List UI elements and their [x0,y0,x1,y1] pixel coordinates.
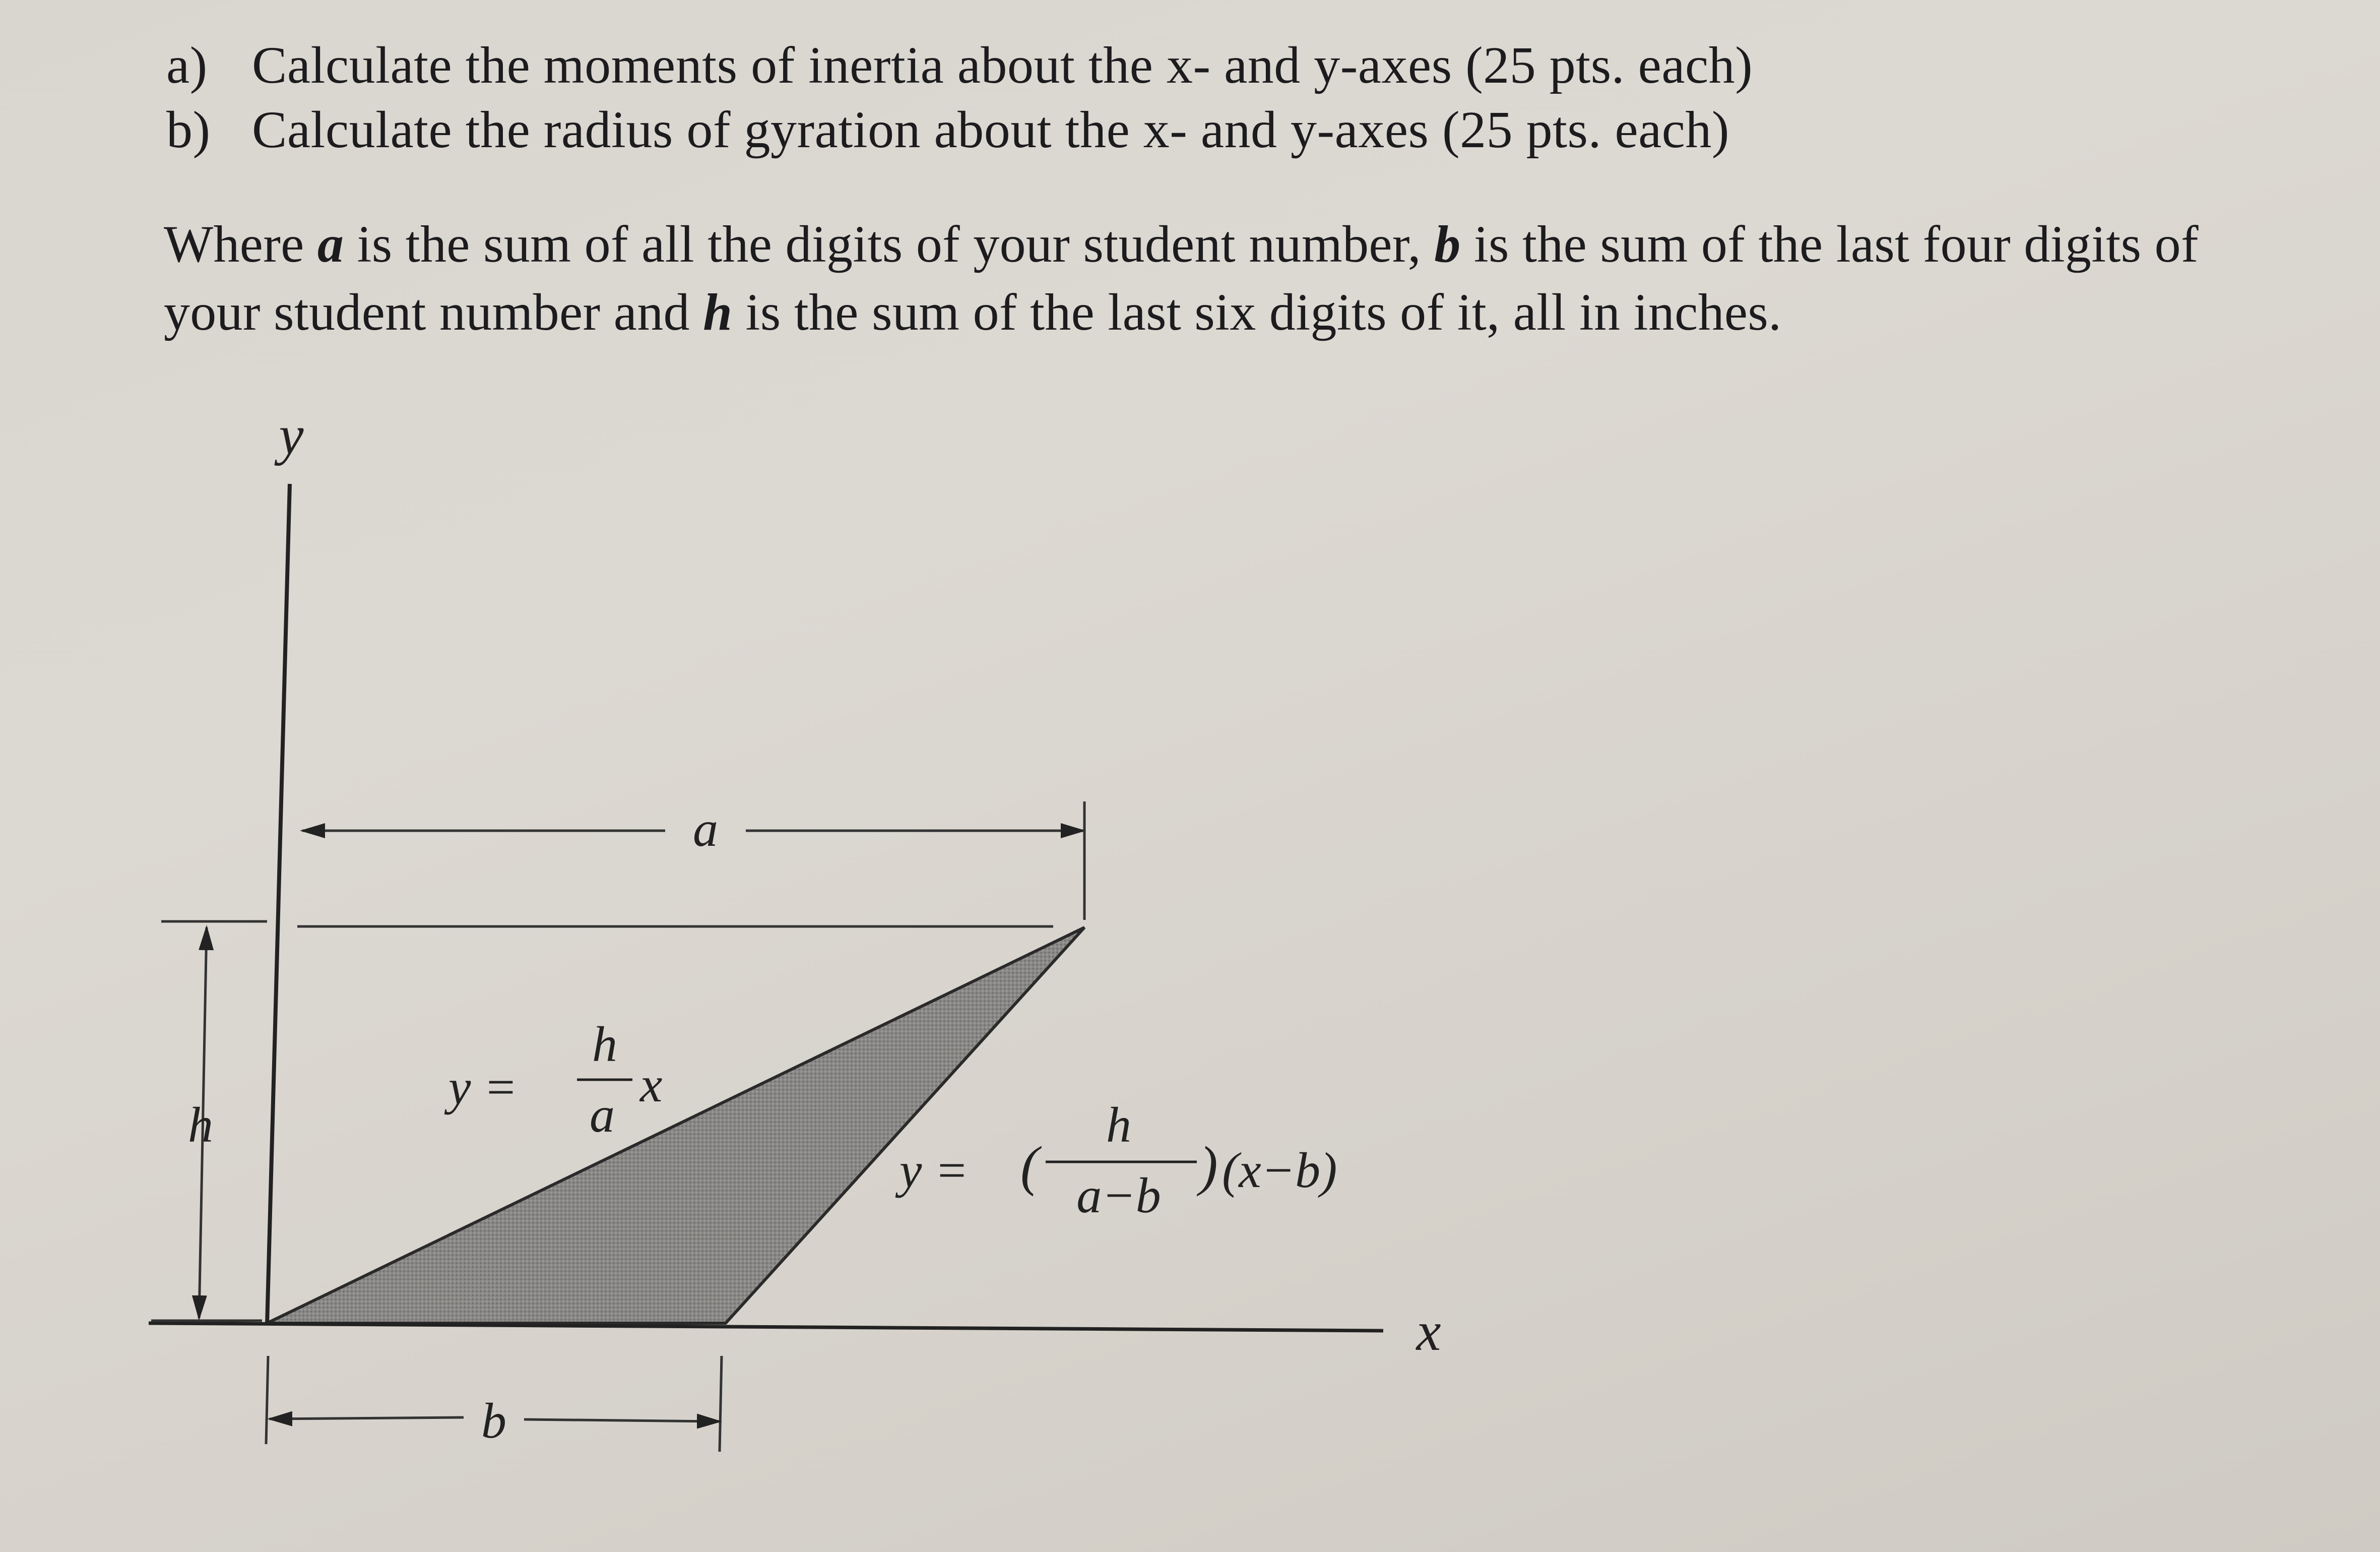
question-b-text: Calculate the radius of gyration about the x- and y-axes (25 pts. each) [252,101,1730,159]
dimension-h-label: h [188,1097,213,1153]
equation-2-open-paren: ( [1020,1135,1039,1197]
dimension-a-label: a [693,801,718,857]
equation-2-close-paren: ) [1199,1135,1218,1197]
question-a-text: Calculate the moments of inertia about the x- and y-axes (25 pts. each) [252,36,1753,94]
equation-1-numerator: h [592,1016,617,1072]
equation-2-numerator: h [1106,1097,1131,1153]
definition-text: Where [164,215,317,273]
variable-h: h [703,283,733,341]
definition-text: is the sum of the last six digits of it, all in inches. [732,283,1782,341]
equation-2-denominator: a−b [1076,1167,1161,1223]
variable-b: b [1434,215,1461,273]
equation-1-lhs: y = [448,1059,518,1115]
definition-text: is the sum of the last four digits of [1460,215,2199,273]
dimension-b-end-tick [720,1356,722,1452]
question-a-marker: a) [166,36,208,94]
dimension-b-start-tick [266,1356,268,1444]
dimension-b-label: b [481,1393,506,1449]
definition-text: your student number and [164,283,703,341]
question-b-marker: b) [166,101,211,159]
x-axis [149,1323,1383,1331]
equation-1-variable: x [640,1057,663,1112]
dimension-b-line-right [524,1419,720,1421]
x-axis-label: x [1416,1300,1441,1362]
dimension-b-line-left [270,1417,464,1419]
equation-1-denominator: a [590,1087,615,1143]
shaded-triangle-region [267,927,1084,1323]
variable-a: a [317,215,344,273]
equation-2-lhs: y = [899,1142,969,1198]
definition-text: is the sum of all the digits of your student number, [344,215,1435,273]
y-axis-label: y [279,404,304,466]
equation-2-rest: (x−b) [1222,1142,1337,1198]
y-axis [267,484,290,1325]
